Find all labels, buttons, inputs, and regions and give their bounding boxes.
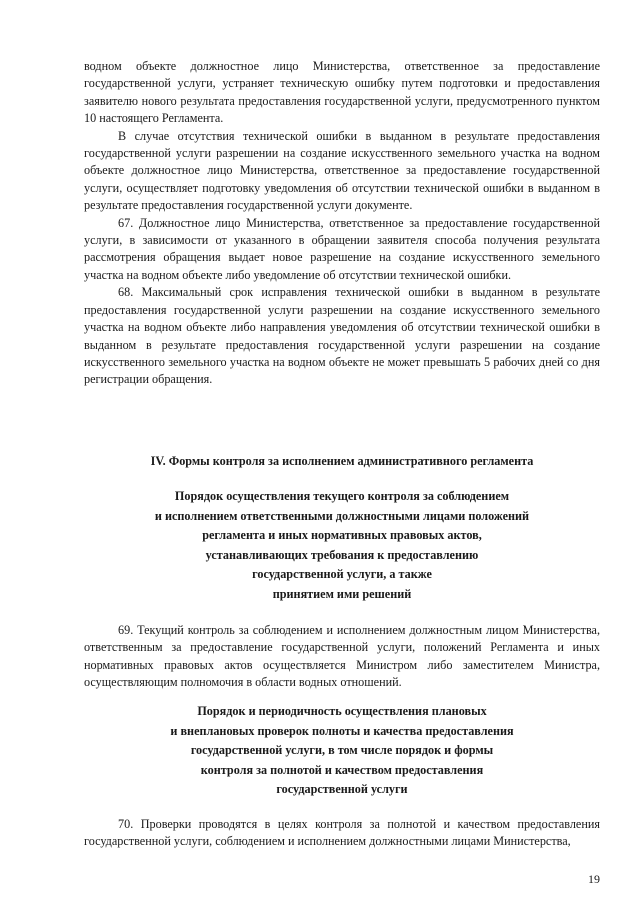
subheading-line: контроля за полнотой и качеством предоставления (200, 762, 484, 777)
subheading-line: государственной услуги, а также (252, 567, 432, 582)
paragraph-70: 70. Проверки проводятся в целях контроля за полнотой и качеством предоставления государственной услуги, соблюдением и исполнением должностными лицами Министерства, (84, 817, 600, 849)
subheading-line: регламента и иных нормативных правовых актов, (202, 528, 482, 543)
subheading-line: и исполнением ответственными должностными лицами положений (154, 508, 530, 523)
section-title (84, 452, 600, 472)
subheading-current-control (84, 487, 600, 605)
subheading-line: государственной услуги (276, 782, 408, 797)
subheading-line: принятием ими решений (272, 586, 412, 601)
subheading-line: и внеплановых проверок полноты и качества предоставления (170, 723, 514, 738)
paragraph-69: 69. Текущий контроль за соблюдением и исполнением должностным лицом Министерства, ответственным за предоставление государственной услуги, положений Регламента и иных нормативных правовых актов осуществляется Министром либо заместителем Министра, осуществляющим полномочия в области водных отношений. (84, 623, 600, 690)
top-text-block (84, 58, 600, 389)
subheading-inspections (84, 702, 600, 800)
paragraph-67: 67. Должностное лицо Министерства, ответственное за предоставление государственной услуги, в зависимости от указанного в обращении заявителя способа получения результата рассмотрения обращения выдает новое разрешение на создание искусственного земельного участка на водном объекте либо уведомление об отсутствии технической ошибки. (84, 215, 600, 282)
section-title-text: IV. Формы контроля за исполнением административного регламента (150, 454, 534, 468)
subheading-line: Порядок и периодичность осуществления плановых (197, 704, 487, 718)
paragraph-68: 68. Максимальный срок исправления технической ошибки в выданном в результате предоставления государственной услуги разрешении на создание искусственного земельного участка на водном объекте либо направления уведомления об отсутствии технической ошибки в выданном в результате предоставления государственной услуги разрешении на создание искусственного земельного участка на водном объекте не может превышать 5 рабочих дней со дня регистрации обращения. (84, 285, 600, 387)
paragraph-continuation: водном объекте должностное лицо Министерства, ответственное за предоставление государственной услуги, устраняет техническую ошибку путем подготовки и предоставления заявителю нового результата предоставления государственной услуги, предусмотренного пунктом 10 настоящего Регламента. (84, 59, 600, 126)
paragraph-70-block (84, 816, 600, 851)
paragraph-69-block (84, 622, 600, 692)
subheading-line: государственной услуги, в том числе порядок и формы (190, 743, 494, 758)
page-number: 19 (588, 872, 600, 886)
subheading-line: устанавливающих требования к предоставлению (205, 547, 479, 562)
subheading-line: Порядок осуществления текущего контроля за соблюдением (174, 489, 510, 503)
paragraph-no-error: В случае отсутствия технической ошибки в выданном в результате предоставления государственной услуги разрешении на создание искусственного земельного участка на водном объекте должностное лицо Министерства, ответственное за предоставление государственной услуги, осуществляет подготовку уведомления об отсутствии технической ошибки в выданном в результате предоставления государственной услуги документе. (84, 128, 600, 213)
